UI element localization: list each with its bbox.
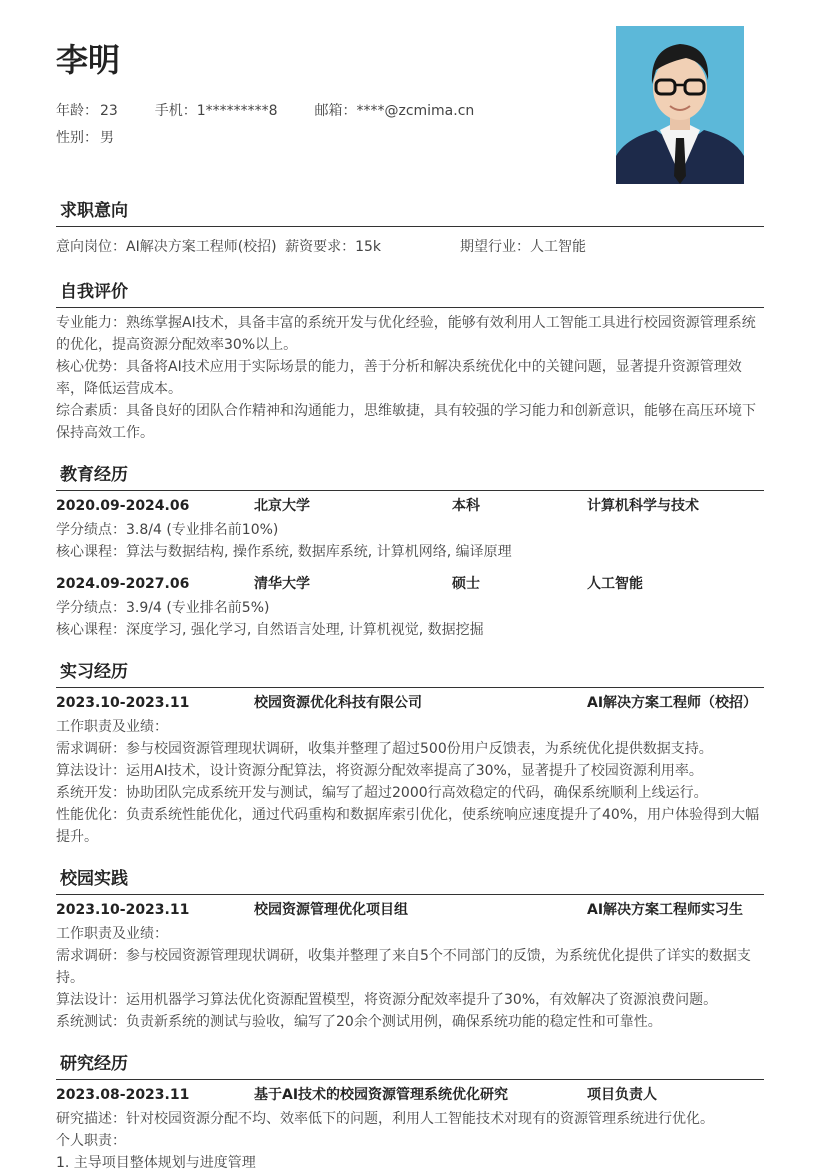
- gender-row: [56, 128, 114, 148]
- research-project: 基于AI技术的校园资源管理系统优化研究: [254, 1087, 509, 1103]
- email-value: ****@zcmima.cn: [356, 103, 475, 119]
- internship-line: 性能优化：负责系统性能优化，通过代码重构和数据库索引优化，使系统响应速度提升了40%，用户体验得到大幅: [56, 807, 760, 823]
- education-degree: 硕士: [452, 576, 480, 592]
- campus-entry-header: [56, 899, 764, 921]
- section-research: [56, 1049, 764, 1080]
- campus-period: 2023.10-2023.11: [56, 902, 190, 918]
- campus-line: 工作职责及业绩：: [56, 926, 168, 942]
- age-value: 23: [100, 103, 118, 119]
- self-eval-line: 的优化，提高资源分配效率30%以上。: [56, 337, 298, 353]
- internship-line: 提升。: [56, 829, 98, 845]
- gender-value: 男: [100, 130, 114, 146]
- internship-line: 系统开发：协助团队完成系统开发与测试，编写了超过2000行高效稳定的代码，确保系统顺利上线运行。: [56, 785, 708, 801]
- campus-role: AI解决方案工程师实习生: [587, 902, 744, 918]
- intent-industry: 期望行业：人工智能: [460, 239, 586, 255]
- candidate-name: 李明: [56, 41, 121, 79]
- research-period: 2023.08-2023.11: [56, 1087, 190, 1103]
- research-line: 个人职责：: [56, 1133, 126, 1149]
- education-school: 清华大学: [254, 576, 310, 592]
- section-title: 实习经历: [60, 662, 128, 682]
- education-entry-header: [56, 495, 764, 517]
- education-gpa: 学分绩点：3.8/4 (专业排名前10%): [56, 522, 279, 538]
- section-campus-practice: [56, 864, 764, 895]
- intent-salary: 薪资要求：15k: [285, 239, 382, 255]
- section-self-evaluation: [56, 277, 764, 308]
- self-eval-line: 核心优势：具备将AI技术应用于实际场景的能力，善于分析和解决系统优化中的关键问题，显著提升资源管理效: [56, 359, 742, 375]
- campus-line: 持。: [56, 970, 84, 986]
- intent-row: [56, 236, 764, 258]
- campus-org: 校园资源管理优化项目组: [254, 902, 408, 918]
- self-eval-line: 专业能力：熟练掌握AI技术，具备丰富的系统开发与优化经验，能够有效利用人工智能工具进行校园资源管理系统: [56, 315, 756, 331]
- research-role: 项目负责人: [587, 1087, 657, 1103]
- campus-line: 需求调研：参与校园资源管理现状调研，收集并整理了来自5个不同部门的反馈，为系统优化提供了详实的数据支: [56, 948, 751, 964]
- self-eval-line: 综合素质：具备良好的团队合作精神和沟通能力，思维敏捷，具有较强的学习能力和创新意识，能够在高压环境下: [56, 403, 756, 419]
- section-job-intent: [56, 196, 764, 227]
- section-education: [56, 460, 764, 491]
- campus-line: 系统测试：负责新系统的测试与验收，编写了20余个测试用例，确保系统功能的稳定性和可靠性。: [56, 1014, 662, 1030]
- section-title: 自我评价: [60, 282, 128, 302]
- section-title: 教育经历: [60, 465, 128, 485]
- research-entry-header: [56, 1084, 764, 1106]
- section-title: 校园实践: [60, 869, 128, 889]
- gender-label: 性别：: [56, 130, 98, 146]
- research-line: 研究描述：针对校园资源分配不均、效率低下的问题，利用人工智能技术对现有的资源管理系统进行优化。: [56, 1111, 714, 1127]
- internship-role: AI解决方案工程师（校招）: [587, 695, 758, 711]
- self-eval-line: 率，降低运营成本。: [56, 381, 182, 397]
- education-period: 2020.09-2024.06: [56, 498, 190, 514]
- education-entry-header: [56, 573, 764, 595]
- education-major: 人工智能: [587, 576, 643, 592]
- internship-company: 校园资源优化科技有限公司: [254, 695, 422, 711]
- phone-value: 1*********8: [196, 103, 278, 119]
- intent-position: 意向岗位：AI解决方案工程师(校招): [56, 239, 277, 255]
- self-eval-line: 保持高效工作。: [56, 425, 154, 441]
- section-internship: [56, 657, 764, 688]
- internship-period: 2023.10-2023.11: [56, 695, 190, 711]
- education-school: 北京大学: [254, 498, 310, 514]
- internship-line: 算法设计：运用AI技术，设计资源分配算法，将资源分配效率提高了30%，显著提升了校园资源利用率。: [56, 763, 703, 779]
- education-period: 2024.09-2027.06: [56, 576, 190, 592]
- education-major: 计算机科学与技术: [587, 498, 699, 514]
- education-gpa: 学分绩点：3.9/4 (专业排名前5%): [56, 600, 270, 616]
- research-line: 1. 主导项目整体规划与进度管理: [56, 1155, 256, 1171]
- education-courses: 核心课程：算法与数据结构, 操作系统, 数据库系统, 计算机网络, 编译原理: [56, 544, 512, 560]
- age-label: 年龄：: [56, 103, 98, 119]
- internship-entry-header: [56, 692, 764, 714]
- section-title: 研究经历: [60, 1054, 128, 1074]
- campus-line: 算法设计：运用机器学习算法优化资源配置模型，将资源分配效率提升了30%，有效解决了资源浪费问题。: [56, 992, 718, 1008]
- contact-row: [56, 101, 474, 121]
- education-degree: 本科: [452, 498, 480, 514]
- internship-line: 需求调研：参与校园资源管理现状调研，收集并整理了超过500份用户反馈表，为系统优化提供数据支持。: [56, 741, 713, 757]
- internship-line: 工作职责及业绩：: [56, 719, 168, 735]
- section-title: 求职意向: [60, 201, 128, 221]
- phone-label: 手机：: [154, 103, 197, 119]
- education-courses: 核心课程：深度学习, 强化学习, 自然语言处理, 计算机视觉, 数据挖掘: [56, 622, 484, 638]
- profile-photo: [616, 26, 744, 184]
- email-label: 邮箱：: [314, 103, 357, 119]
